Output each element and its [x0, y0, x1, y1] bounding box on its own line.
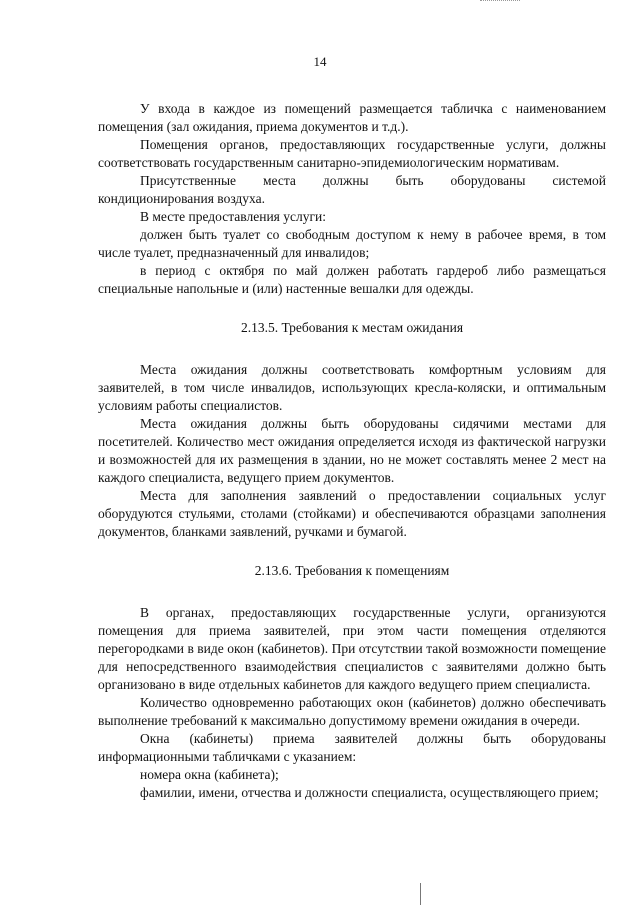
paragraph: номера окна (кабинета); [140, 767, 279, 782]
paragraph: Присутственные места должны быть оборудованы системой кондиционирования воздуха. [98, 173, 606, 206]
paragraph: Места для заполнения заявлений о предоставлении социальных услуг оборудуются стульями, столами (стойками) и обеспечиваются образцами заполнения документов, бланками заявлений, ручками и бумагой. [98, 488, 606, 539]
paragraph: Количество одновременно работающих окон (кабинетов) должно обеспечивать выполнение требований к максимально допустимому времени ожидания в очереди. [98, 695, 606, 728]
paragraph: У входа в каждое из помещений размещается табличка с наименованием помещения (зал ожидания, приема документов и т.д.). [98, 101, 606, 134]
document-body [98, 100, 606, 802]
paragraph: Помещения органов, предоставляющих государственные услуги, должны соответствовать государственным санитарно-эпидемиологическим нормативам. [98, 137, 606, 170]
paragraph: фамилии, имени, отчества и должности специалиста, осуществляющего прием; [140, 785, 599, 800]
paragraph: В органах, предоставляющих государственные услуги, организуются помещения для приема заявителей, при этом части помещения отделяются перегородками в виде окон (кабинетов). При отсутствии такой возможности помещение для непосредственного взаимодействия специалистов с заявителями должно быть организовано в виде отдельных кабинетов для каждого ведущего прием специалиста. [98, 605, 606, 692]
section-heading-2-13-6: 2.13.6. Требования к помещениям [254, 563, 450, 578]
paragraph: в период с октября по май должен работать гардероб либо размещаться специальные напольные и (или) настенные вешалки для одежды. [98, 263, 606, 296]
paragraph: В месте предоставления услуги: [140, 209, 327, 224]
paragraph: Места ожидания должны соответствовать комфортным условиям для заявителей, в том числе инвалидов, использующих кресла-коляски, и оптимальным условиям работы специалистов. [98, 362, 606, 413]
page-number: 14 [313, 54, 327, 69]
scan-artifact-bottom [420, 883, 421, 905]
paragraph: должен быть туалет со свободным доступом к нему в рабочее время, в том числе туалет, предназначенный для инвалидов; [98, 227, 606, 260]
paragraph: Окна (кабинеты) приема заявителей должны быть оборудованы информационными табличками с указанием: [98, 731, 606, 764]
section-heading-2-13-5: 2.13.5. Требования к местам ожидания [240, 320, 464, 335]
scan-artifact-top [480, 0, 520, 4]
paragraph: Места ожидания должны быть оборудованы сидячими местами для посетителей. Количество мест ожидания определяется исходя из фактической нагрузки и возможностей для их размещения в здании, но не может составлять менее 2 мест на каждого специалиста, ведущего прием документов. [98, 416, 606, 485]
